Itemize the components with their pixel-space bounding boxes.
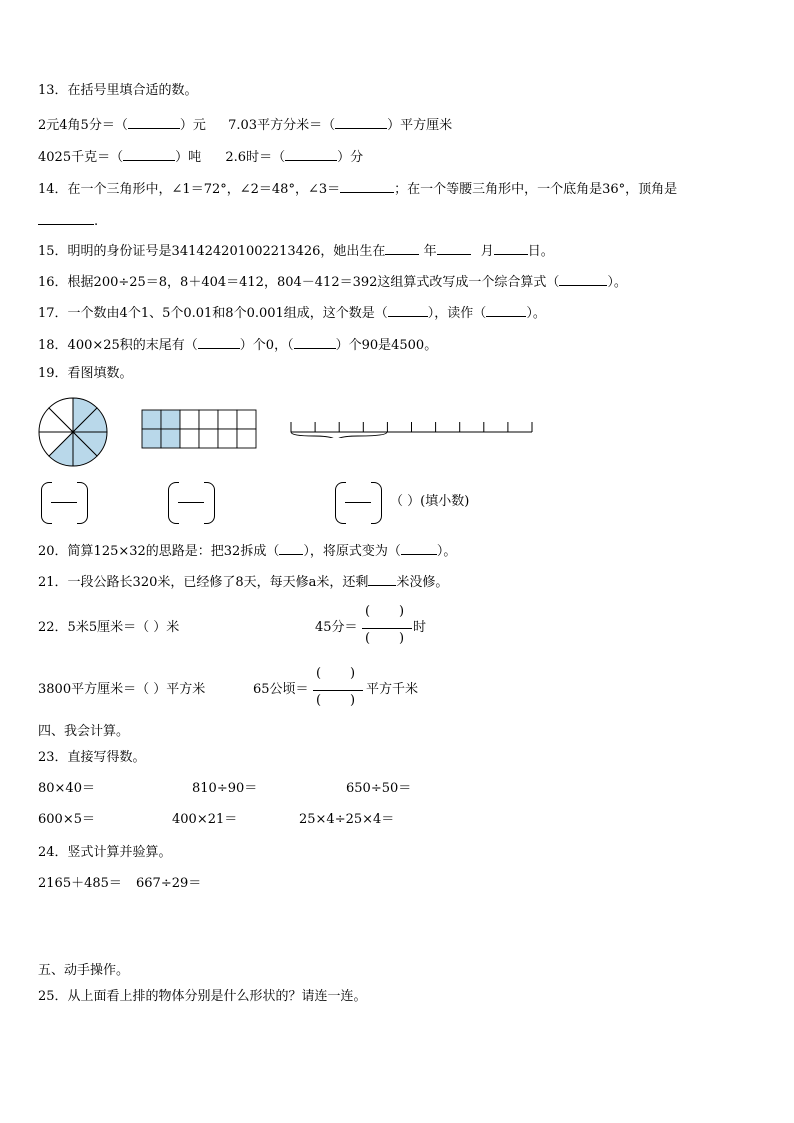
fraction-bar[interactable]	[178, 502, 204, 503]
q21	[38, 572, 448, 591]
grid-cell	[142, 410, 161, 429]
q13-line2	[38, 147, 363, 166]
fraction-bar[interactable]	[51, 502, 77, 503]
answer-blank[interactable]	[123, 147, 175, 161]
fraction-bar	[362, 628, 412, 629]
q13-line1	[38, 115, 452, 134]
answer-blank[interactable]	[294, 335, 336, 349]
fraction-bar	[313, 690, 363, 691]
answer-blank[interactable]	[285, 147, 337, 161]
q13-l1d: ）平方厘米	[387, 118, 453, 133]
pie-figure	[37, 396, 109, 468]
answer-blank[interactable]	[388, 303, 428, 317]
q20	[38, 541, 456, 560]
grid-cell	[218, 429, 237, 448]
q21-b: 米没修。	[396, 575, 449, 590]
q23-r2-c2: 400×21＝	[172, 812, 238, 827]
q15-a: 15．明明的身份证号是341424201002213426，她出生在	[38, 244, 386, 259]
paren-right	[371, 482, 382, 524]
decimal-hint: （ ）(填小数)	[390, 494, 470, 509]
answer-blank[interactable]	[279, 541, 303, 555]
answer-blank[interactable]	[128, 115, 180, 129]
answer-blank[interactable]	[494, 241, 528, 255]
q13-l1a: 2元4角5分＝（	[38, 118, 128, 133]
answer-blank[interactable]	[437, 241, 471, 255]
q22-a: 22．5米5厘米＝（ ）米	[38, 620, 180, 635]
q20-b: ），将原式变为（	[303, 544, 401, 559]
q18	[38, 335, 437, 354]
q24-title: 24．竖式计算并验算。	[38, 845, 172, 860]
grid-cell	[199, 410, 218, 429]
q13-l1c: 7.03平方分米＝（	[228, 118, 336, 133]
q22-d-unit: 平方千米	[366, 682, 419, 697]
q14-c: .	[94, 214, 99, 229]
paren-left	[168, 482, 179, 524]
q17-b: ），读作（	[427, 306, 487, 321]
grid-cell	[218, 410, 237, 429]
q23-r2-c3: 25×4÷25×4＝	[299, 812, 395, 827]
q14-b: ；在一个等腰三角形中，一个底角是36°，顶角是	[394, 182, 678, 197]
number-line	[288, 418, 534, 438]
answer-blank[interactable]	[559, 272, 607, 286]
q23-title: 23．直接写得数。	[38, 750, 146, 765]
q19-title: 19．看图填数。	[38, 366, 133, 381]
grid-cell	[180, 429, 199, 448]
q13-l2d: ）分	[337, 150, 364, 165]
q18-c: ）个90是4500。	[335, 338, 438, 353]
answer-blank[interactable]	[401, 541, 437, 555]
grid-cell	[237, 429, 256, 448]
q16-a: 16．根据200÷25＝8，8＋404＝412，804－412＝392这组算式改写成一个综合算式（	[38, 275, 560, 290]
q13-l1b: ）元	[179, 118, 206, 133]
answer-blank[interactable]	[335, 115, 387, 129]
q18-b: ）个0，（	[239, 338, 294, 353]
q22-b-unit: 时	[413, 620, 427, 635]
grid-cell	[199, 429, 218, 448]
section-4-title: 四、我会计算。	[38, 724, 130, 739]
q17-a: 17．一个数由4个1、5个0.01和8个0.001组成，这个数是（	[38, 306, 388, 321]
grid-cell	[180, 410, 199, 429]
q13-l2b: ）吨	[175, 150, 202, 165]
q15-year: 年	[423, 244, 437, 259]
q16-b: ）。	[607, 275, 627, 290]
fraction-bar[interactable]	[345, 502, 371, 503]
answer-blank[interactable]	[198, 335, 240, 349]
answer-blank[interactable]	[486, 303, 526, 317]
number-line-brace	[291, 432, 387, 438]
fraction-den-paren[interactable]: ( )	[365, 631, 405, 646]
q13-l2c: 2.6时＝（	[225, 150, 286, 165]
q21-a: 21．一段公路长320米，已经修了8天，每天修a米，还剩	[38, 575, 369, 590]
answer-blank[interactable]	[385, 241, 419, 255]
q24-a: 2165＋485＝	[38, 876, 122, 891]
q25-title: 25．从上面看上排的物体分别是什么形状的？请连一连。	[38, 989, 367, 1004]
answer-blank[interactable]	[340, 179, 394, 193]
paren-right	[204, 482, 215, 524]
fraction-num-paren[interactable]: ( )	[365, 604, 405, 619]
q22-d: 65公顷＝	[253, 682, 309, 697]
grid-cell	[161, 429, 180, 448]
q24-b: 667÷29＝	[136, 876, 202, 891]
q15	[38, 241, 554, 260]
q22-c: 3800平方厘米＝（ ）平方米	[38, 682, 206, 697]
q17	[38, 303, 546, 322]
q17-c: ）。	[526, 306, 546, 321]
q14-line1	[38, 179, 677, 198]
q15-month: 月	[480, 244, 494, 259]
fraction-den-paren[interactable]: ( )	[316, 693, 356, 708]
q13-l2a: 4025千克＝（	[38, 150, 124, 165]
section-5-title: 五、动手操作。	[38, 963, 130, 978]
q14-line2	[38, 211, 98, 230]
q23-r1-c1: 80×40＝	[38, 781, 95, 796]
grid-cell	[161, 410, 180, 429]
answer-blank[interactable]	[38, 211, 94, 225]
q16	[38, 272, 627, 291]
answer-blank[interactable]	[368, 572, 396, 586]
grid-figure	[141, 409, 257, 449]
q14-a: 14．在一个三角形中，∠1＝72°，∠2＝48°，∠3＝	[38, 182, 341, 197]
q23-r1-c3: 650÷50＝	[346, 781, 412, 796]
q22-b: 45分＝	[315, 620, 358, 635]
q23-r1-c2: 810÷90＝	[192, 781, 258, 796]
q20-a: 20．简算125×32的思路是：把32拆成（	[38, 544, 280, 559]
q13-title: 13．在括号里填合适的数。	[38, 83, 198, 98]
fraction-num-paren[interactable]: ( )	[316, 666, 356, 681]
grid-cell	[237, 410, 256, 429]
paren-left	[335, 482, 346, 524]
q18-a: 18．400×25积的末尾有（	[38, 338, 198, 353]
grid-cell	[142, 429, 161, 448]
paren-left	[41, 482, 52, 524]
q15-day: 日。	[527, 244, 554, 259]
q20-c: ）。	[436, 544, 457, 559]
q23-r2-c1: 600×5＝	[38, 812, 95, 827]
paren-right	[77, 482, 88, 524]
